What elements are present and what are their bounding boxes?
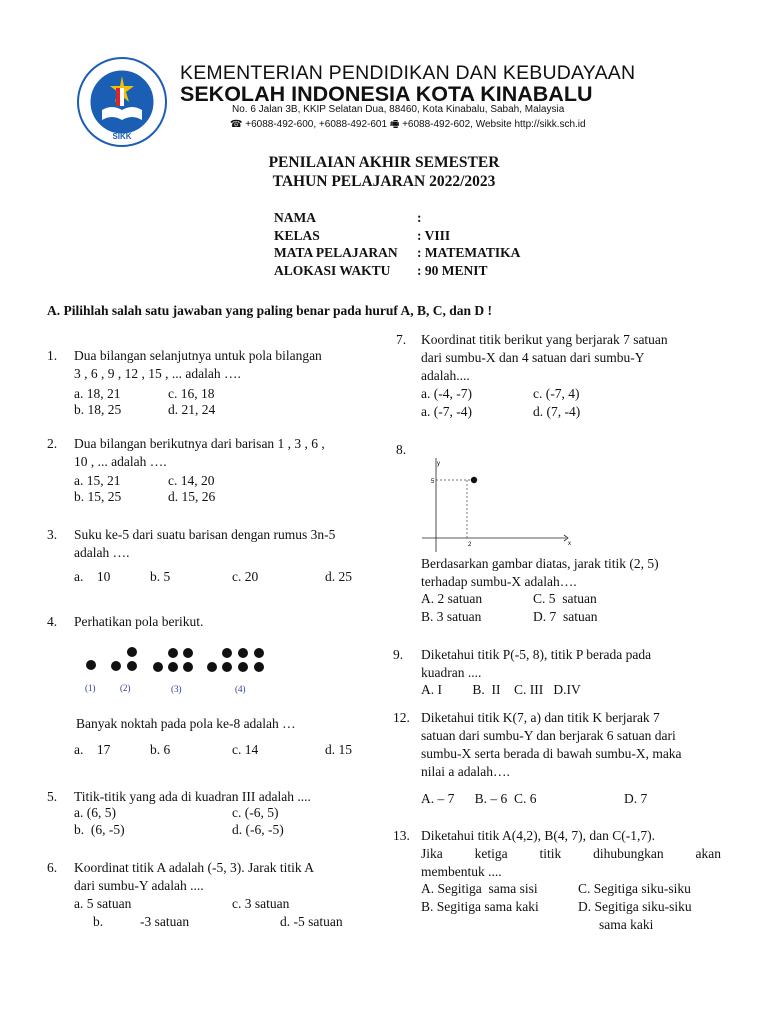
exam-title xyxy=(0,153,768,191)
ministry-name: KEMENTERIAN PENDIDIKAN DAN KEBUDAYAAN xyxy=(180,62,636,84)
info-label: ALOKASI WAKTU xyxy=(274,262,391,278)
coordinate-plane-figure xyxy=(418,454,576,554)
pattern-dot xyxy=(183,662,193,672)
student-info xyxy=(274,209,521,279)
question-text: Dua bilangan selanjutnya untuk pola bilangan xyxy=(74,348,322,363)
question-number: 2. xyxy=(47,436,58,451)
option-a[interactable]: a. 5 satuan xyxy=(74,896,132,911)
question-text: 10 , ... adalah …. xyxy=(74,454,167,469)
option-a[interactable]: a. 15, 21 xyxy=(74,473,121,488)
option-a[interactable]: a. 10 xyxy=(74,569,111,584)
exam-title-line2: TAHUN PELAJARAN 2022/2023 xyxy=(272,173,496,190)
option-a[interactable]: A. 2 satuan xyxy=(421,591,483,606)
pattern-label: (2) xyxy=(120,683,131,693)
option-d[interactable]: d. 25 xyxy=(325,569,352,584)
x-tick-label: 2 xyxy=(468,542,472,548)
pattern-dot xyxy=(222,662,232,672)
question-number: 7. xyxy=(396,332,407,347)
option-b[interactable]: b. (6, -5) xyxy=(74,822,125,837)
option-a[interactable]: a. (6, 5) xyxy=(74,805,116,820)
pattern-dot xyxy=(238,662,248,672)
question-text: Titik-titik yang ada di kuadran III adalah .... xyxy=(74,789,311,804)
option-c[interactable]: c. 14 xyxy=(232,742,259,757)
pattern-dot xyxy=(86,660,96,670)
question-text: Diketahui titik A(4,2), B(4, 7), dan C(-1,7). xyxy=(421,828,655,843)
option-b[interactable]: b. 15, 25 xyxy=(74,489,122,504)
option-a[interactable]: a. 18, 21 xyxy=(74,386,121,401)
instruction: A. Pilihlah salah satu jawaban yang paling benar pada huruf A, B, C, dan D ! xyxy=(47,303,492,318)
question-number: 9. xyxy=(393,647,404,662)
info-label: KELAS xyxy=(274,227,320,243)
plotted-point xyxy=(471,477,477,483)
question-text: dari sumbu-X dan 4 satuan dari sumbu-Y xyxy=(421,350,645,365)
info-label: NAMA xyxy=(274,210,316,225)
question-text: Suku ke-5 dari suatu barisan dengan rumus 3n-5 xyxy=(74,527,336,542)
info-value: : MATEMATIKA xyxy=(417,245,521,260)
option-c[interactable]: c. (-6, 5) xyxy=(232,805,279,820)
fax-icon: 🖷 xyxy=(389,119,400,130)
option-b[interactable]: b. xyxy=(93,914,104,929)
logo-abbreviation: SIKK xyxy=(112,132,132,141)
option-d[interactable]: d. (-6, -5) xyxy=(232,822,284,837)
option-c[interactable]: c. 3 satuan xyxy=(232,896,290,911)
option-b[interactable]: B. 3 satuan xyxy=(421,609,482,624)
option-b[interactable]: B. Segitiga sama kaki xyxy=(421,899,539,914)
option-a[interactable]: A. Segitiga sama sisi xyxy=(421,881,538,896)
info-value: : VIII xyxy=(417,227,451,243)
question-text: Koordinat titik A adalah (-5, 3). Jarak titik A xyxy=(74,860,314,875)
x-axis-label: x xyxy=(568,541,571,547)
option-d[interactable]: d. -5 satuan xyxy=(280,914,343,929)
option-d[interactable]: d. 15 xyxy=(325,742,352,757)
question-text: Koordinat titik berikut yang berjarak 7 satuan xyxy=(421,332,668,347)
y-axis-label: y xyxy=(437,461,440,467)
info-label: MATA PELAJARAN xyxy=(274,245,398,260)
pattern-dot xyxy=(207,662,217,672)
pattern-dot xyxy=(127,661,137,671)
pattern-dot xyxy=(168,662,178,672)
question-number: 13. xyxy=(393,828,410,843)
options-row[interactable]: A. I B. II C. III D.IV xyxy=(421,682,581,697)
question-number: 12. xyxy=(393,710,410,725)
option-d[interactable]: D. 7 xyxy=(624,791,648,806)
option-c[interactable]: C. Segitiga siku-siku xyxy=(578,881,691,896)
option-c[interactable]: c. (-7, 4) xyxy=(533,386,580,401)
option-d[interactable]: d. 15, 26 xyxy=(168,489,216,504)
question-text: Banyak noktah pada pola ke-8 adalah … xyxy=(76,716,296,731)
y-tick-label: 5 xyxy=(431,479,435,485)
option-c[interactable]: c. 16, 18 xyxy=(168,386,215,401)
question-number: 1. xyxy=(47,348,58,363)
option-c[interactable]: C. 5 satuan xyxy=(533,591,597,606)
exam-title-line1: PENILAIAN AKHIR SEMESTER xyxy=(268,154,500,171)
question-text: membentuk .... xyxy=(421,864,502,879)
option-a[interactable]: a. (-4, -7) xyxy=(421,386,472,401)
option-b[interactable]: b. 18, 25 xyxy=(74,402,122,417)
option-b[interactable]: b. 6 xyxy=(150,742,171,757)
question-text: sumbu-X serta berada di bawah sumbu-X, maka xyxy=(421,746,682,761)
school-contact xyxy=(230,117,586,134)
question-text: 3 , 6 , 9 , 12 , 15 , ... adalah …. xyxy=(74,366,241,381)
option-c[interactable]: c. 20 xyxy=(232,569,259,584)
option-d-continued[interactable]: sama kaki xyxy=(599,917,654,932)
option-a[interactable]: a. 17 xyxy=(74,742,111,757)
fax-website: +6088-492-602, Website http://sikk.sch.id xyxy=(402,119,586,130)
pattern-dot xyxy=(127,647,137,657)
pattern-label: (3) xyxy=(171,684,182,694)
options-row[interactable]: A. – 7 B. – 6 C. 6 xyxy=(421,791,537,806)
question-number: 3. xyxy=(47,527,58,542)
question-text: adalah …. xyxy=(74,545,130,560)
pattern-dot xyxy=(254,648,264,658)
question-number: 4. xyxy=(47,614,58,629)
option-d[interactable]: d. 21, 24 xyxy=(168,402,216,417)
question-text: Jika ketiga titik dihubungkan akan xyxy=(421,846,721,861)
pattern-dot xyxy=(254,662,264,672)
question-text: terhadap sumbu-X adalah…. xyxy=(421,574,577,589)
pattern-dot xyxy=(183,648,193,658)
question-text: adalah.... xyxy=(421,368,470,383)
school-address: No. 6 Jalan 3B, KKIP Selatan Dua, 88460, Kota Kinabalu, Sabah, Malaysia xyxy=(232,104,565,115)
question-number: 8. xyxy=(396,442,407,457)
question-text: kuadran .... xyxy=(421,665,482,680)
info-value: : xyxy=(417,210,422,225)
option-b[interactable]: b. 5 xyxy=(150,569,171,584)
option-b-text[interactable]: -3 satuan xyxy=(140,914,190,929)
question-text: Berdasarkan gambar diatas, jarak titik (2, 5) xyxy=(421,556,659,571)
option-d[interactable]: d. (7, -4) xyxy=(533,404,581,419)
school-logo xyxy=(76,56,168,148)
pattern-dot xyxy=(111,661,121,671)
option-b[interactable]: a. (-7, -4) xyxy=(421,404,472,419)
school-name: SEKOLAH INDONESIA KOTA KINABALU xyxy=(180,82,593,106)
option-c[interactable]: c. 14, 20 xyxy=(168,473,215,488)
question-text: Diketahui titik K(7, a) dan titik K berjarak 7 xyxy=(421,710,660,725)
phone-numbers: +6088-492-600, +6088-492-601 xyxy=(245,119,388,130)
question-text: Diketahui titik P(-5, 8), titik P berada pada xyxy=(421,647,652,662)
question-number: 6. xyxy=(47,860,58,875)
question-number: 5. xyxy=(47,789,58,804)
pattern-dot xyxy=(238,648,248,658)
pattern-dot xyxy=(222,648,232,658)
pattern-dot xyxy=(153,662,163,672)
pattern-label: (4) xyxy=(235,684,246,694)
pattern-label: (1) xyxy=(85,683,96,693)
question-text: Perhatikan pola berikut. xyxy=(74,614,204,629)
question-text: satuan dari sumbu-Y dan berjarak 6 satuan dari xyxy=(421,728,676,743)
question-text: nilai a adalah…. xyxy=(421,764,510,779)
info-value: : 90 MENIT xyxy=(417,262,488,278)
option-d[interactable]: D. Segitiga siku-siku xyxy=(578,899,692,914)
phone-icon: ☎ xyxy=(230,119,243,130)
pattern-dot xyxy=(168,648,178,658)
option-d[interactable]: D. 7 satuan xyxy=(533,609,598,624)
question-text: Dua bilangan berikutnya dari barisan 1 , 3 , 6 , xyxy=(74,436,325,451)
question-text: dari sumbu-Y adalah .... xyxy=(74,878,204,893)
